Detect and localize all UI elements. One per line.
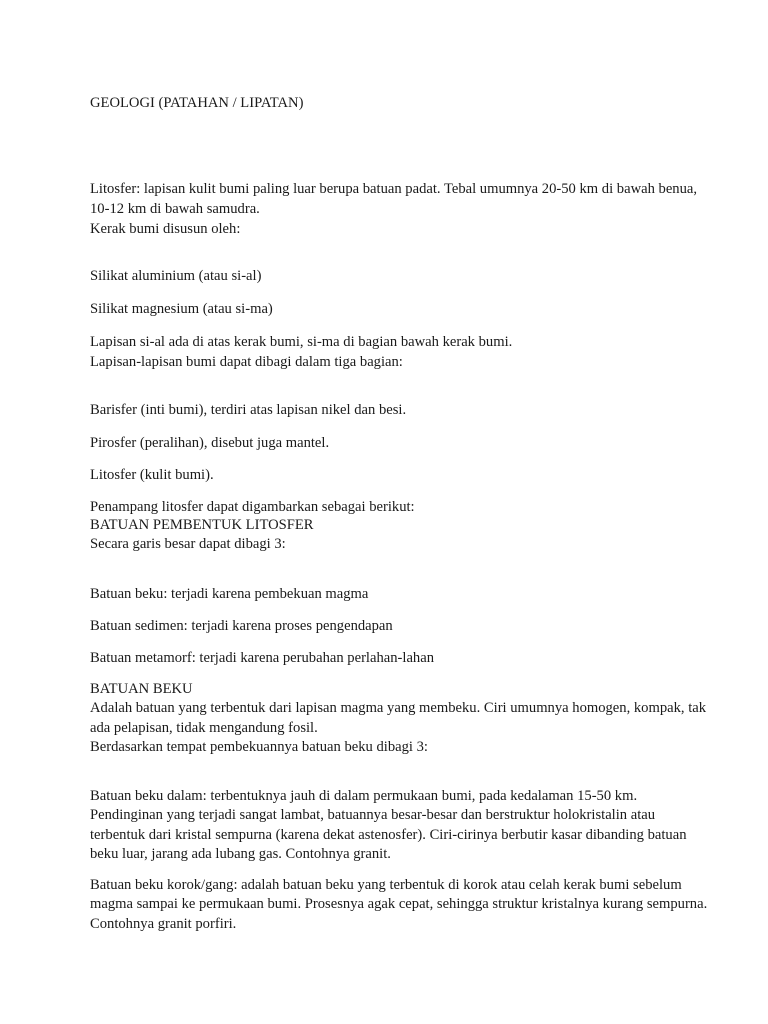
garis-besar-line: Secara garis besar dapat dibagi 3: <box>90 536 286 552</box>
kerak-heading: Kerak bumi disusun oleh: <box>90 221 241 237</box>
lapisan-item-litosfer: Litosfer (kulit bumi). <box>90 467 214 483</box>
lapisan-item-pirosfer: Pirosfer (peralihan), disebut juga mantel. <box>90 435 330 451</box>
batuan-beku-line-1: Adalah batuan yang terbentuk dari lapisan magma yang membeku. Ciri umumnya homogen, kompak, tak <box>90 700 707 716</box>
lapisan-line-2: Lapisan-lapisan bumi dapat dibagi dalam tiga bagian: <box>90 354 403 370</box>
penampang-line: Penampang litosfer dapat digambarkan sebagai berikut: <box>90 499 415 515</box>
beku-korok-line-3: Contohnya granit porfiri. <box>90 916 237 932</box>
beku-dalam-line-1: Batuan beku dalam: terbentuknya jauh di dalam permukaan bumi, pada kedalaman 15-50 km. <box>90 788 638 804</box>
batuan-beku-line-2: ada pelapisan, tidak mengandung fosil. <box>90 720 318 736</box>
kerak-item-sial: Silikat aluminium (atau si-al) <box>90 268 262 284</box>
batuan-item-sedimen: Batuan sedimen: terjadi karena proses pengendapan <box>90 618 393 634</box>
litosfer-line-1: Litosfer: lapisan kulit bumi paling luar berupa batuan padat. Tebal umumnya 20-50 km di bawah benua, <box>90 181 698 197</box>
beku-dalam-line-4: beku luar, jarang ada lubang gas. Contohnya granit. <box>90 846 391 862</box>
beku-korok-line-2: magma sampai ke permukaan bumi. Prosesnya agak cepat, sehingga struktur kristalnya kurang sempurna. <box>90 896 708 912</box>
batuan-pembentuk-heading: BATUAN PEMBENTUK LITOSFER <box>90 517 314 533</box>
batuan-item-metamorf: Batuan metamorf: terjadi karena perubahan perlahan-lahan <box>90 650 435 666</box>
beku-dalam-line-3: terbentuk dari kristal sempurna (karena dekat astenosfer). Ciri-cirinya berbutir kasar dibanding batuan <box>90 827 687 843</box>
batuan-beku-line-3: Berdasarkan tempat pembekuannya batuan beku dibagi 3: <box>90 739 428 755</box>
kerak-item-sima: Silikat magnesium (atau si-ma) <box>90 301 273 317</box>
lapisan-item-barisfer: Barisfer (inti bumi), terdiri atas lapisan nikel dan besi. <box>90 402 407 418</box>
litosfer-line-2: 10-12 km di bawah samudra. <box>90 201 260 217</box>
batuan-beku-heading: BATUAN BEKU <box>90 681 193 697</box>
document-title: GEOLOGI (PATAHAN / LIPATAN) <box>90 95 304 111</box>
lapisan-line-1: Lapisan si-al ada di atas kerak bumi, si-ma di bagian bawah kerak bumi. <box>90 334 513 350</box>
beku-korok-line-1: Batuan beku korok/gang: adalah batuan beku yang terbentuk di korok atau celah kerak bumi sebelum <box>90 877 682 893</box>
batuan-item-beku: Batuan beku: terjadi karena pembekuan magma <box>90 586 369 602</box>
beku-dalam-line-2: Pendinginan yang terjadi sangat lambat, batuannya besar-besar dan berstruktur holokristalin atau <box>90 807 656 823</box>
